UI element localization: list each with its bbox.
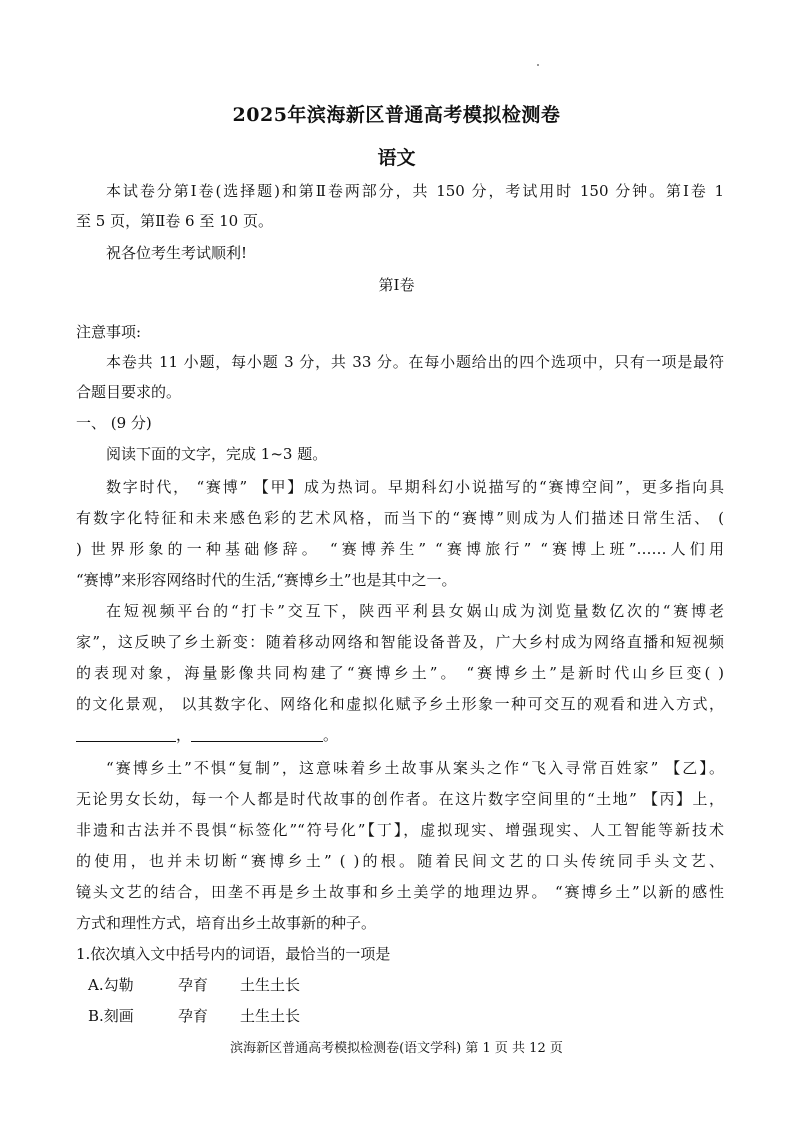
passage-p2-line-3: 的表现对象，海量影像共同构建了“赛博乡土”。 “赛博乡土”是新时代山乡巨变( ) — [76, 664, 724, 682]
option-b-label: B.刻画 — [88, 1007, 134, 1025]
option-b-word-2: 孕育 — [178, 1007, 209, 1025]
exam-title: 2025年滨海新区普通高考模拟检测卷 — [232, 104, 561, 126]
passage-p3-line-6: 方式和理性方式，培育出乡土故事新的种子。 — [76, 914, 377, 932]
passage-p3-line-5: 镜头文艺的结合，田垄不再是乡土故事和乡土美学的地理边界。 “赛博乡土”以新的感性 — [76, 883, 724, 901]
question-1-stem: 1.依次填入文中括号内的词语，最恰当的一项是 — [76, 945, 391, 963]
option-a-word-3: 土生土长 — [240, 976, 301, 994]
answer-blank-1 — [76, 726, 176, 742]
question-1-option-a — [88, 974, 736, 996]
passage-p2-line-4: 的文化景观， 以其数字化、网络化和虚拟化赋予乡土形象一种可交互的观看和进入方式， — [76, 695, 724, 713]
part1-heading: 第Ⅰ卷 — [378, 276, 415, 294]
scan-dot — [537, 64, 539, 66]
intro-line-2: 至 5 页，第Ⅱ卷 6 至 10 页。 — [76, 212, 273, 230]
passage-p3-line-3: 非遗和古法并不畏惧“标签化”“符号化”【丁】，虚拟现实、增强现实、人工智能等新技术 — [76, 821, 724, 839]
option-a-label: A.勾勒 — [88, 976, 134, 994]
notice-label: 注意事项: — [76, 323, 142, 341]
passage-p2-line-1: 在短视频平台的“打卡”交互下，陕西平利县女娲山成为浏览量数亿次的“赛博老 — [106, 602, 724, 620]
passage-p1-line-2: 有数字化特征和未来感色彩的艺术风格，而当下的“赛博”则成为人们描述日常生活、 ( — [76, 509, 724, 527]
intro-wish: 祝各位考生考试顺利! — [106, 244, 248, 262]
notice-line-1: 本卷共 11 小题，每小题 3 分，共 33 分。在每小题给出的四个选项中，只有一项是最符 — [106, 353, 724, 371]
passage-p1-line-1: 数字时代， “赛博” 【甲】成为热词。早期科幻小说描写的“赛博空间”，更多指向具 — [106, 478, 724, 496]
question-1-option-b — [88, 1005, 736, 1027]
section1-instruction: 阅读下面的文字，完成 1~3 题。 — [106, 445, 328, 463]
passage-p3-line-4: 的使用，也并未切断“赛博乡土” ( )的根。随着民间文艺的口头传统同手头文艺、 — [76, 852, 724, 870]
option-b-word-3: 土生土长 — [240, 1007, 301, 1025]
blank-separator: ， — [176, 726, 192, 744]
passage-p2-line-2: 家”，这反映了乡土新变：随着移动网络和智能设备普及，广大乡村成为网络直播和短视频 — [76, 633, 724, 651]
passage-p3-line-1: “赛博乡土”不惧“复制”，这意味着乡土故事从案头之作“飞入寻常百姓家” 【乙】。 — [106, 759, 724, 777]
passage-p3-line-2: 无论男女长幼，每一个人都是时代故事的创作者。在这片数字空间里的“土地” 【丙】上， — [76, 790, 724, 808]
option-a-word-2: 孕育 — [178, 976, 209, 994]
answer-blank-2 — [191, 726, 323, 742]
intro-line-1: 本试卷分第Ⅰ卷(选择题)和第Ⅱ卷两部分，共 150 分，考试用时 150 分钟。第Ⅰ卷 1 — [106, 182, 724, 200]
page-footer: 滨海新区普通高考模拟检测卷(语文学科) 第 1 页 共 12 页 — [230, 1041, 563, 1056]
blank-end-period: 。 — [323, 726, 339, 744]
passage-p1-line-4: “赛博”来形容网络时代的生活,“赛博乡土”也是其中之一。 — [76, 571, 457, 589]
passage-p2-line-5 — [76, 724, 724, 746]
subject-title: 语文 — [377, 147, 416, 169]
passage-p1-line-3: ) 世界形象的一种基础修辞。 “赛博养生” “赛博旅行” “赛博上班”……人们用 — [76, 540, 724, 558]
section1-heading: 一、 (9 分) — [76, 414, 152, 432]
notice-line-2: 合题目要求的。 — [76, 383, 182, 401]
